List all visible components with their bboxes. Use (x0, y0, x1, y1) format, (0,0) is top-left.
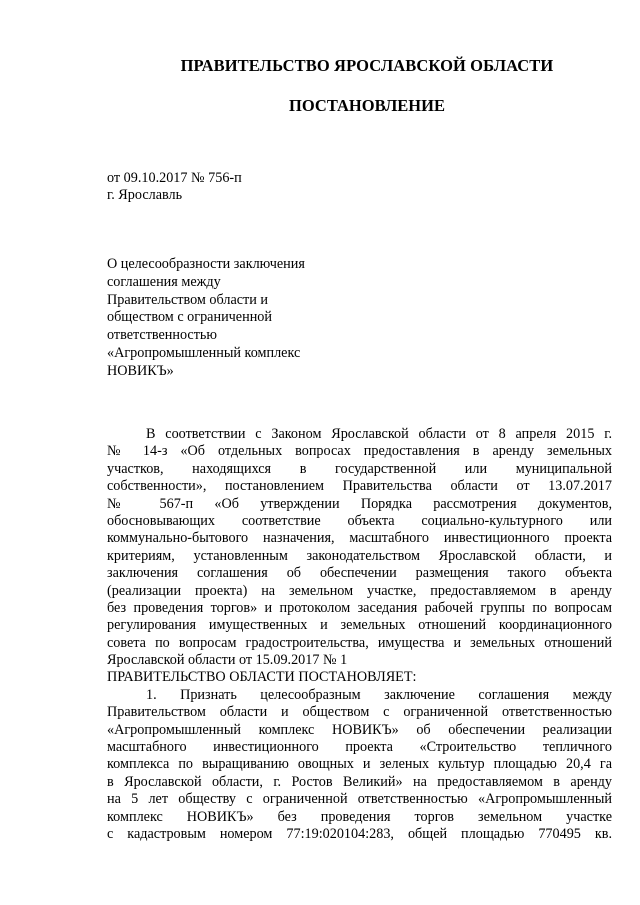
preamble-line: коммунально-бытового назначения, масштабного инвестиционного проекта (107, 530, 612, 547)
document-body (107, 426, 612, 843)
preamble-line: участков, находящихся в государственной или муниципальной (107, 460, 612, 477)
item-1-line: 1. Признать целесообразным заключение соглашения между (146, 686, 612, 703)
subject-line: НОВИКЪ» (107, 362, 174, 379)
item-1-line: на 5 лет обществу с ограниченной ответственностью «Агропромышленный (107, 791, 612, 808)
preamble-line: Ярославской области от 15.09.2017 № 1 (107, 652, 348, 669)
subject-line: О целесообразности заключения (107, 256, 305, 272)
item-1-line: Правительством области и обществом с ограниченной ответственностью (107, 704, 612, 721)
resolves-heading: ПРАВИТЕЛЬСТВО ОБЛАСТИ ПОСТАНОВЛЯЕТ: (107, 669, 417, 686)
preamble-line: без проведения торгов» и протоколом заседания рабочей группы по вопросам (107, 599, 612, 616)
preamble-line: регулирования имущественных и земельных отношений координационного (107, 617, 612, 634)
preamble-line: критериям, установленным законодательством Ярославской области, и (107, 547, 612, 564)
preamble-line: № 567-п «Об утверждении Порядка рассмотрения документов, (107, 495, 612, 512)
subject-line: Правительством области и (107, 291, 268, 308)
item-1-line: с кадастровым номером 77:19:020104:283, общей площадью 770495 кв. (107, 825, 612, 842)
item-1-line: комплекс НОВИКЪ» без проведения торгов земельном участке (107, 808, 612, 825)
preamble-line: заключения соглашения об обеспечении размещения такого объекта (107, 565, 612, 582)
item-1-line: комплекса по выращиванию овощных и зеленых культур площадью 20,4 га (107, 756, 612, 773)
item-1-line: масштабного инвестиционного проекта «Строительство тепличного (107, 739, 612, 756)
subject-line: соглашения между (107, 273, 221, 290)
item-1-line: «Агропромышленный комплекс НОВИКЪ» об обеспечении реализации (107, 721, 612, 738)
preamble-line: (реализации проекта) на земельном участке, предоставляемом в аренду (107, 582, 612, 599)
subject-line: «Агропромышленный комплекс (107, 344, 301, 361)
preamble-line: № 14-з «Об отдельных вопросах предоставления в аренду земельных (107, 443, 612, 460)
document-type: ПОСТАНОВЛЕНИЕ (289, 96, 445, 115)
document-subject (107, 256, 337, 381)
preamble-line: собственности», постановлением Правительства области от 13.07.2017 (107, 478, 612, 495)
document-meta (107, 170, 242, 204)
preamble-line: обосновывающих соответствие объекта социально-культурного или (107, 512, 612, 529)
preamble-line: В соответствии с Законом Ярославской области от 8 апреля 2015 г. (146, 426, 612, 442)
subject-line: ответственностью (107, 327, 218, 344)
item-1-line: в Ярославской области, г. Ростов Великий» на предоставляемом в аренду (107, 773, 612, 790)
date-number: от 09.10.2017 № 756-п (107, 170, 242, 186)
government-title: ПРАВИТЕЛЬСТВО ЯРОСЛАВСКОЙ ОБЛАСТИ (180, 56, 554, 75)
preamble-line: совета по вопросам градостроительства, имущества и земельных отношений (107, 634, 612, 651)
subject-line: обществом с ограниченной (107, 309, 272, 326)
city: г. Ярославль (107, 187, 183, 203)
